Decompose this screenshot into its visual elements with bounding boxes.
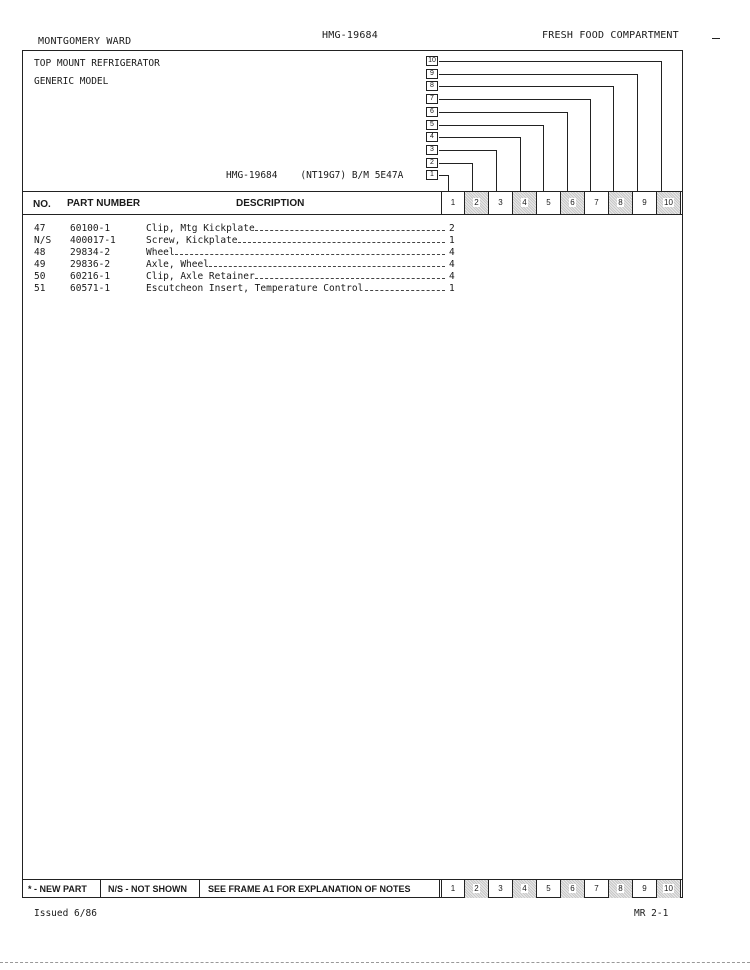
leader-line bbox=[567, 112, 568, 191]
legend-see-frame: SEE FRAME A1 FOR EXPLANATION OF NOTES bbox=[208, 884, 411, 894]
part-item-no: 47 bbox=[34, 223, 46, 234]
leader-line bbox=[439, 150, 496, 151]
note-cell bbox=[657, 880, 681, 898]
callout-box: 6 bbox=[426, 107, 438, 117]
part-quantity: 2 bbox=[449, 223, 455, 234]
col-description: DESCRIPTION bbox=[236, 198, 305, 209]
note-cell bbox=[633, 192, 657, 214]
part-number: 29836-2 bbox=[70, 259, 111, 270]
part-item-no: 48 bbox=[34, 247, 46, 258]
footer-notes-cells bbox=[441, 880, 683, 898]
col-part-number: PART NUMBER bbox=[67, 198, 141, 209]
note-cell-label: 5 bbox=[546, 198, 551, 207]
part-number: 60216-1 bbox=[70, 271, 111, 282]
note-cell-label: 5 bbox=[546, 884, 551, 893]
callout-box: 9 bbox=[426, 69, 438, 79]
legend-divider bbox=[439, 880, 440, 898]
notes-column-header bbox=[441, 192, 683, 214]
part-description: Screw, Kickplate bbox=[146, 235, 238, 246]
note-cell-label: 6 bbox=[570, 884, 575, 893]
leader-line bbox=[472, 163, 473, 191]
note-cell-label: 10 bbox=[664, 884, 673, 893]
header-bottom-rule bbox=[22, 214, 683, 215]
callout-box: 8 bbox=[426, 81, 438, 91]
note-cell bbox=[489, 192, 513, 214]
note-cell-label: 7 bbox=[594, 198, 599, 207]
part-quantity: 4 bbox=[449, 247, 455, 258]
part-item-no: N/S bbox=[34, 235, 52, 246]
note-cell-label: 8 bbox=[618, 198, 623, 207]
part-quantity: 4 bbox=[449, 271, 455, 282]
note-cell-label: 1 bbox=[450, 198, 456, 207]
note-cell bbox=[585, 192, 609, 214]
note-cell bbox=[513, 192, 537, 214]
title-line-2: GENERIC MODEL bbox=[34, 76, 109, 87]
note-cell-label: 9 bbox=[642, 884, 647, 893]
note-cell bbox=[585, 880, 609, 898]
leader-line bbox=[439, 86, 613, 87]
part-item-no: 51 bbox=[34, 283, 46, 294]
legend-divider bbox=[199, 880, 200, 898]
callout-box: 2 bbox=[426, 158, 438, 168]
note-cell bbox=[537, 880, 561, 898]
part-number: 400017-1 bbox=[70, 235, 116, 246]
part-item-no: 50 bbox=[34, 271, 46, 282]
note-cell-label: 4 bbox=[522, 198, 527, 207]
note-cell bbox=[609, 192, 633, 214]
note-cell bbox=[441, 880, 465, 898]
note-cell bbox=[489, 880, 513, 898]
callout-box: 4 bbox=[426, 132, 438, 142]
part-description: Wheel bbox=[146, 247, 175, 258]
note-cell bbox=[465, 880, 489, 898]
legend-not-shown: N/S - NOT SHOWN bbox=[108, 884, 187, 894]
dot-leader bbox=[365, 290, 446, 291]
note-cell bbox=[465, 192, 489, 214]
note-cell-label: 3 bbox=[498, 198, 503, 207]
leader-line bbox=[439, 137, 520, 138]
note-cell-label: 6 bbox=[570, 198, 575, 207]
section-title: FRESH FOOD COMPARTMENT bbox=[542, 30, 679, 41]
note-cell bbox=[561, 880, 585, 898]
callout-box: 7 bbox=[426, 94, 438, 104]
callout-box: 5 bbox=[426, 120, 438, 130]
leader-line bbox=[439, 112, 567, 113]
leader-line bbox=[448, 175, 449, 191]
part-item-no: 49 bbox=[34, 259, 46, 270]
dot-leader bbox=[175, 254, 445, 255]
part-quantity: 4 bbox=[449, 259, 455, 270]
part-number: 29834-2 bbox=[70, 247, 111, 258]
dot-leader bbox=[255, 230, 445, 231]
margin-mark bbox=[712, 38, 720, 39]
part-description: Clip, Mtg Kickplate bbox=[146, 223, 255, 234]
leader-line bbox=[439, 61, 661, 62]
leader-line bbox=[439, 125, 543, 126]
callout-box: 1 bbox=[426, 170, 438, 180]
note-cell-label: 8 bbox=[618, 884, 623, 893]
dot-leader bbox=[209, 266, 445, 267]
leader-line bbox=[439, 175, 448, 176]
leader-line bbox=[439, 74, 637, 75]
model-reference: HMG-19684 (NT19G7) B/M 5E47A bbox=[226, 170, 404, 181]
dot-leader bbox=[238, 242, 445, 243]
note-cell-label: 2 bbox=[474, 198, 479, 207]
leader-line bbox=[439, 163, 472, 164]
brand-name: MONTGOMERY WARD bbox=[38, 36, 132, 47]
part-quantity: 1 bbox=[449, 283, 455, 294]
callout-box: 3 bbox=[426, 145, 438, 155]
note-cell bbox=[561, 192, 585, 214]
note-cell bbox=[537, 192, 561, 214]
leader-line bbox=[613, 86, 614, 191]
col-no: NO. bbox=[33, 199, 51, 210]
note-cell-label: 7 bbox=[594, 884, 599, 893]
title-line-1: TOP MOUNT REFRIGERATOR bbox=[34, 58, 160, 69]
page-number: MR 2-1 bbox=[634, 908, 669, 919]
note-cell bbox=[609, 880, 633, 898]
note-cell-label: 1 bbox=[450, 884, 456, 893]
note-cell-label: 10 bbox=[664, 198, 673, 207]
page-edge bbox=[0, 962, 750, 963]
issued-date: Issued 6/86 bbox=[34, 908, 97, 919]
note-cell-label: 4 bbox=[522, 884, 527, 893]
part-description: Escutcheon Insert, Temperature Control bbox=[146, 283, 364, 294]
callout-box: 10 bbox=[426, 56, 438, 66]
part-number: 60571-1 bbox=[70, 283, 111, 294]
leader-line bbox=[439, 99, 590, 100]
part-description: Clip, Axle Retainer bbox=[146, 271, 255, 282]
part-quantity: 1 bbox=[449, 235, 455, 246]
note-cell bbox=[633, 880, 657, 898]
note-cell bbox=[513, 880, 537, 898]
dot-leader bbox=[255, 278, 445, 279]
footer-legend bbox=[22, 880, 683, 898]
part-number: 60100-1 bbox=[70, 223, 111, 234]
note-cell bbox=[441, 192, 465, 214]
leader-line bbox=[543, 125, 544, 192]
note-cell bbox=[657, 192, 681, 214]
leader-line bbox=[496, 150, 497, 191]
doc-code: HMG-19684 bbox=[322, 30, 378, 41]
leader-line bbox=[520, 137, 521, 191]
legend-new-part: * - NEW PART bbox=[28, 884, 87, 894]
leader-line bbox=[590, 99, 591, 191]
note-cell-label: 9 bbox=[642, 198, 647, 207]
leader-line bbox=[637, 74, 638, 191]
leader-line bbox=[661, 61, 662, 191]
note-cell-label: 3 bbox=[498, 884, 503, 893]
note-cell-label: 2 bbox=[474, 884, 479, 893]
part-description: Axle, Wheel bbox=[146, 259, 209, 270]
legend-divider bbox=[100, 880, 101, 898]
